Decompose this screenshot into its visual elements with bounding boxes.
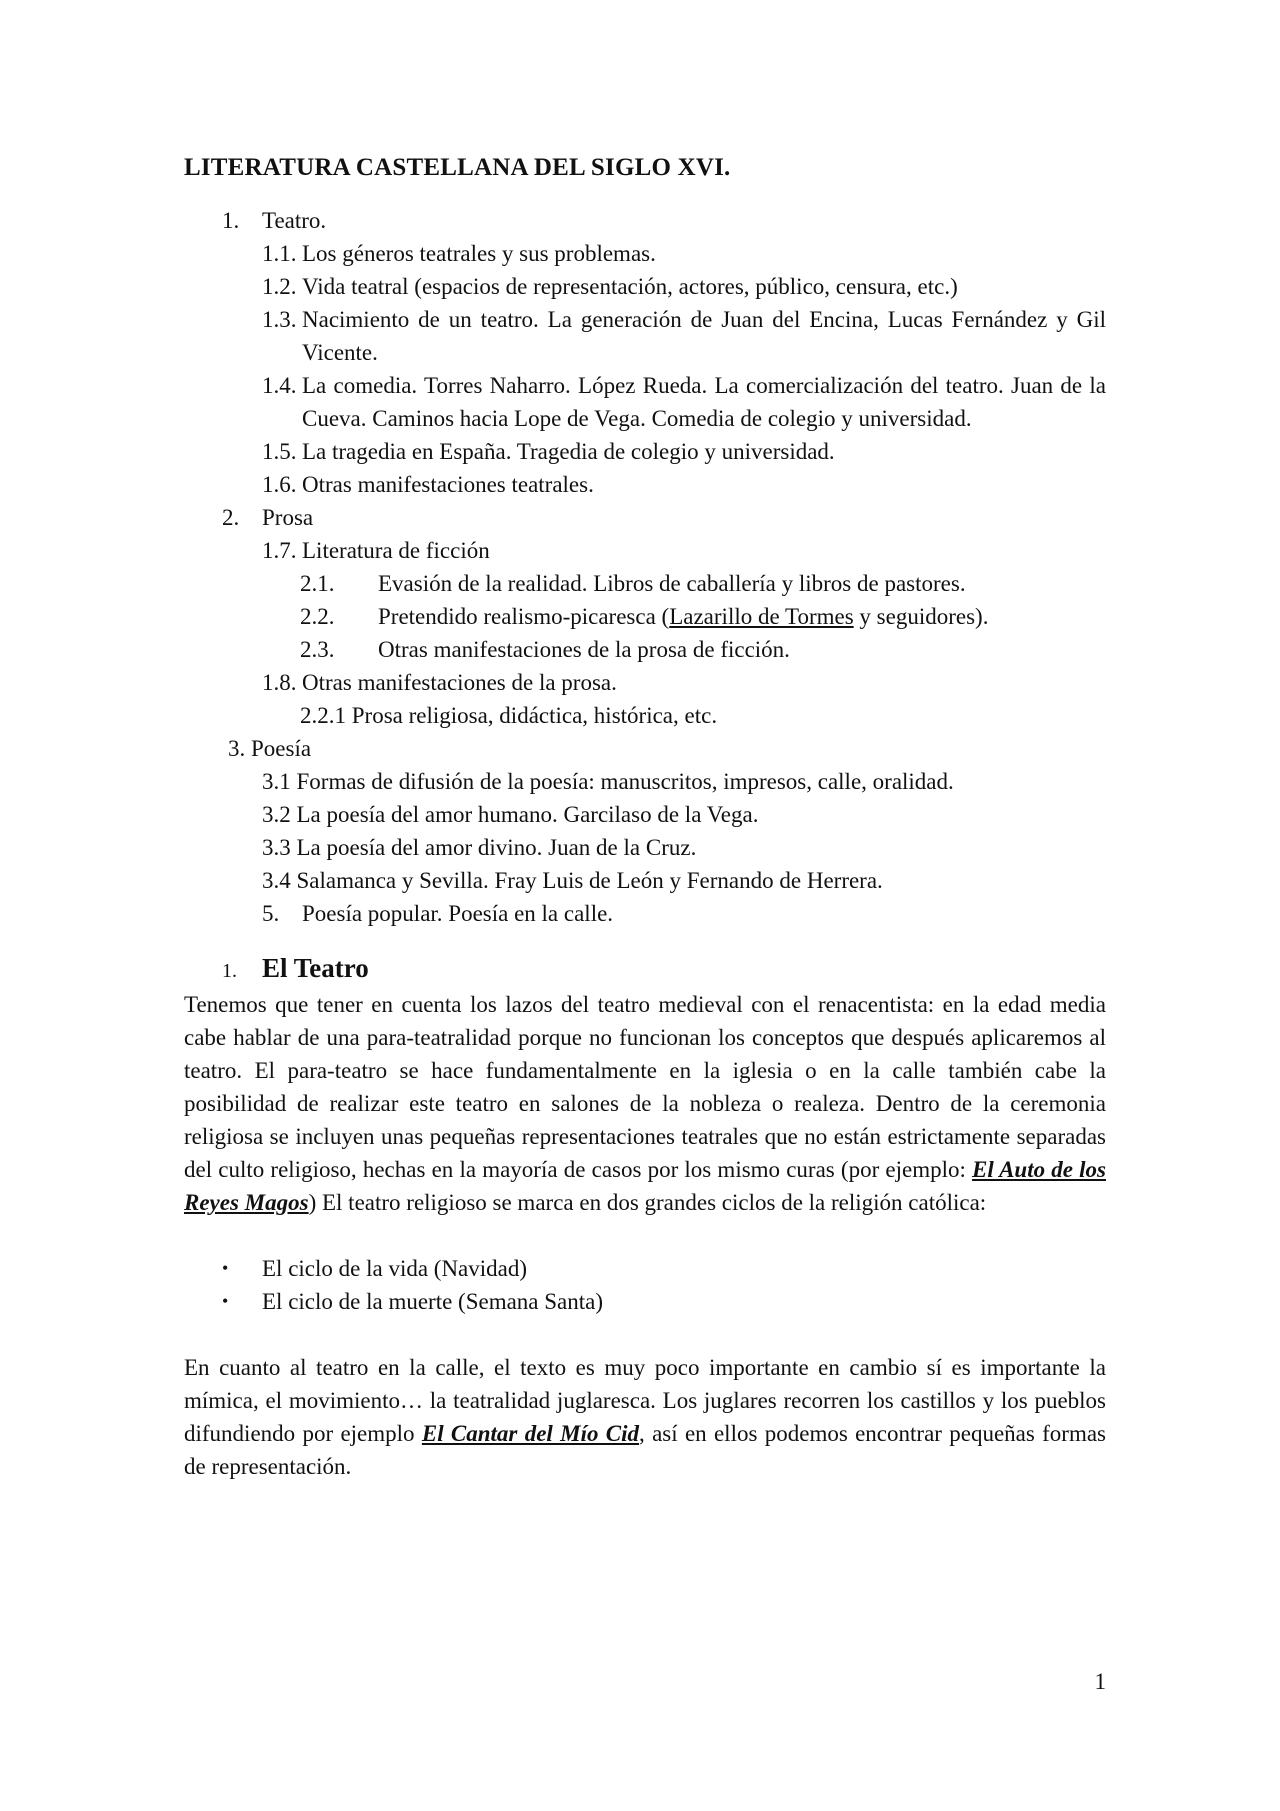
toc-label: La tragedia en España. Tragedia de colegio y universidad. <box>302 439 835 464</box>
toc-item-1-6 <box>184 468 1106 501</box>
page-number: 1 <box>1094 1669 1106 1694</box>
toc-item-1-5 <box>184 435 1106 468</box>
paragraph-text: ) El teatro religioso se marca en dos grandes ciclos de la religión católica: <box>308 1190 987 1215</box>
paragraph-teatro-calle <box>184 1351 1106 1483</box>
toc-label: 3.1 Formas de difusión de la poesía: manuscritos, impresos, calle, oralidad. <box>262 769 954 794</box>
toc-label: Prosa <box>262 505 314 530</box>
toc-label: Poesía popular. Poesía en la calle. <box>302 901 614 926</box>
bullet-icon: • <box>222 1258 229 1278</box>
toc-number: 1.1. <box>262 241 297 266</box>
toc-label-after: y seguidores). <box>853 604 989 629</box>
toc-label: Otras manifestaciones de la prosa. <box>302 670 617 695</box>
toc-number: 1. <box>222 208 240 233</box>
work-title-auto-reyes-magos: El Auto de los Reyes Magos <box>184 1157 1106 1215</box>
toc-number: 2. <box>222 505 240 530</box>
work-title-cantar-mio-cid: El Cantar del Mío Cid <box>421 1421 640 1446</box>
toc-number: 2.1. <box>300 571 335 596</box>
toc-label: 3.3 La poesía del amor divino. Juan de la Cruz. <box>262 835 697 860</box>
toc-number: 2.3. <box>300 637 335 662</box>
list-item-text: El ciclo de la vida (Navidad) <box>262 1256 528 1281</box>
document-title: LITERATURA CASTELLANA DEL SIGLO XVI. <box>184 154 731 181</box>
toc-item-1-1 <box>184 237 1106 270</box>
bullet-icon: • <box>222 1291 229 1311</box>
toc-item-2-2 <box>184 600 1106 633</box>
bullet-list-ciclos <box>184 1252 1106 1318</box>
list-item <box>184 1252 1106 1285</box>
document-page <box>184 150 1106 1483</box>
toc-item-5 <box>184 897 1106 930</box>
toc-label: 3.2 La poesía del amor humano. Garcilaso de la Vega. <box>262 802 759 827</box>
paragraph-text: , así en ellos podemos encontrar pequeñas formas de representación. <box>184 1421 1107 1479</box>
toc-item-1-8 <box>184 666 1106 699</box>
toc-number: 2.2. <box>300 604 335 629</box>
section-number: 1. <box>222 960 237 982</box>
toc-item-1-4 <box>184 369 1106 435</box>
toc-item-2-1 <box>184 567 1106 600</box>
toc-number: 1.3. <box>262 307 297 332</box>
toc-item-1-7 <box>184 534 1106 567</box>
list-item <box>184 1285 1106 1318</box>
toc-item-2 <box>184 501 1106 534</box>
toc-label: 2.2.1 Prosa religiosa, didáctica, histórica, etc. <box>300 703 718 728</box>
work-title-lazarillo: Lazarillo de Tormes <box>669 604 854 629</box>
toc-item-3-4 <box>184 864 1106 897</box>
toc-label: Evasión de la realidad. Libros de caballería y libros de pastores. <box>378 571 966 596</box>
toc-label: Otras manifestaciones teatrales. <box>302 472 594 497</box>
section-title: El Teatro <box>262 953 369 983</box>
toc-item-1 <box>184 204 1106 237</box>
toc-label: Nacimiento de un teatro. La generación de Juan del Encina, Lucas Fernández y Gil Vicente. <box>302 307 1106 365</box>
toc-item-1-2 <box>184 270 1106 303</box>
toc-item-2-3 <box>184 633 1106 666</box>
toc-number: 1.7. <box>262 538 297 563</box>
section-heading-teatro <box>184 950 1106 988</box>
paragraph-text: Tenemos que tener en cuenta los lazos del teatro medieval con el renacentista: en la edad media cabe hablar de una para-teatralidad porque no funcionan los conceptos que después aplicaremos al teatro. El para-teatro se hace fundamentalmente en la iglesia o en la calle también cabe la posibilidad de realizar este teatro en salones de la nobleza o realeza. Dentro de la ceremonia religiosa se incluyen unas pequeñas representaciones teatrales que no están estrictamente separadas del culto religioso, hechas en la mayoría de casos por los mismo curas (por ejemplo: <box>184 992 1106 1182</box>
toc-label: Los géneros teatrales y sus problemas. <box>302 241 656 266</box>
toc-label: Otras manifestaciones de la prosa de ficción. <box>378 637 790 662</box>
toc-label: Vida teatral (espacios de representación, actores, público, censura, etc.) <box>302 274 958 299</box>
table-of-contents <box>184 204 1106 930</box>
toc-number: 1.2. <box>262 274 297 299</box>
toc-number: 5. <box>262 901 280 926</box>
toc-item-3 <box>184 732 1106 765</box>
toc-label <box>378 600 1106 633</box>
toc-label: La comedia. Torres Naharro. López Rueda. La comercialización del teatro. Juan de la Cueva. Caminos hacia Lope de Vega. Comedia de colegio y universidad. <box>302 373 1106 431</box>
toc-item-3-1 <box>184 765 1106 798</box>
toc-label: 3.4 Salamanca y Sevilla. Fray Luis de León y Fernando de Herrera. <box>262 868 883 893</box>
toc-label: 3. Poesía <box>228 736 312 761</box>
paragraph-intro <box>184 988 1106 1219</box>
toc-number: 1.4. <box>262 373 297 398</box>
toc-label: Teatro. <box>262 208 327 233</box>
toc-label: Literatura de ficción <box>302 538 490 563</box>
toc-number: 1.5. <box>262 439 297 464</box>
toc-number: 1.6. <box>262 472 297 497</box>
paragraph-text: En cuanto al teatro en la calle, el texto es muy poco importante en cambio sí es importante la mímica, el movimiento… la teatralidad juglaresca. Los juglares recorren los castillos y los pueblos difundiendo por ejemplo <box>184 1355 1106 1446</box>
toc-item-1-3 <box>184 303 1106 369</box>
toc-item-3-2 <box>184 798 1106 831</box>
toc-item-2-2-1 <box>184 699 1106 732</box>
list-item-text: El ciclo de la muerte (Semana Santa) <box>262 1289 604 1314</box>
toc-item-3-3 <box>184 831 1106 864</box>
toc-label-before: Pretendido realismo-picaresca ( <box>378 604 670 629</box>
toc-number: 1.8. <box>262 670 297 695</box>
